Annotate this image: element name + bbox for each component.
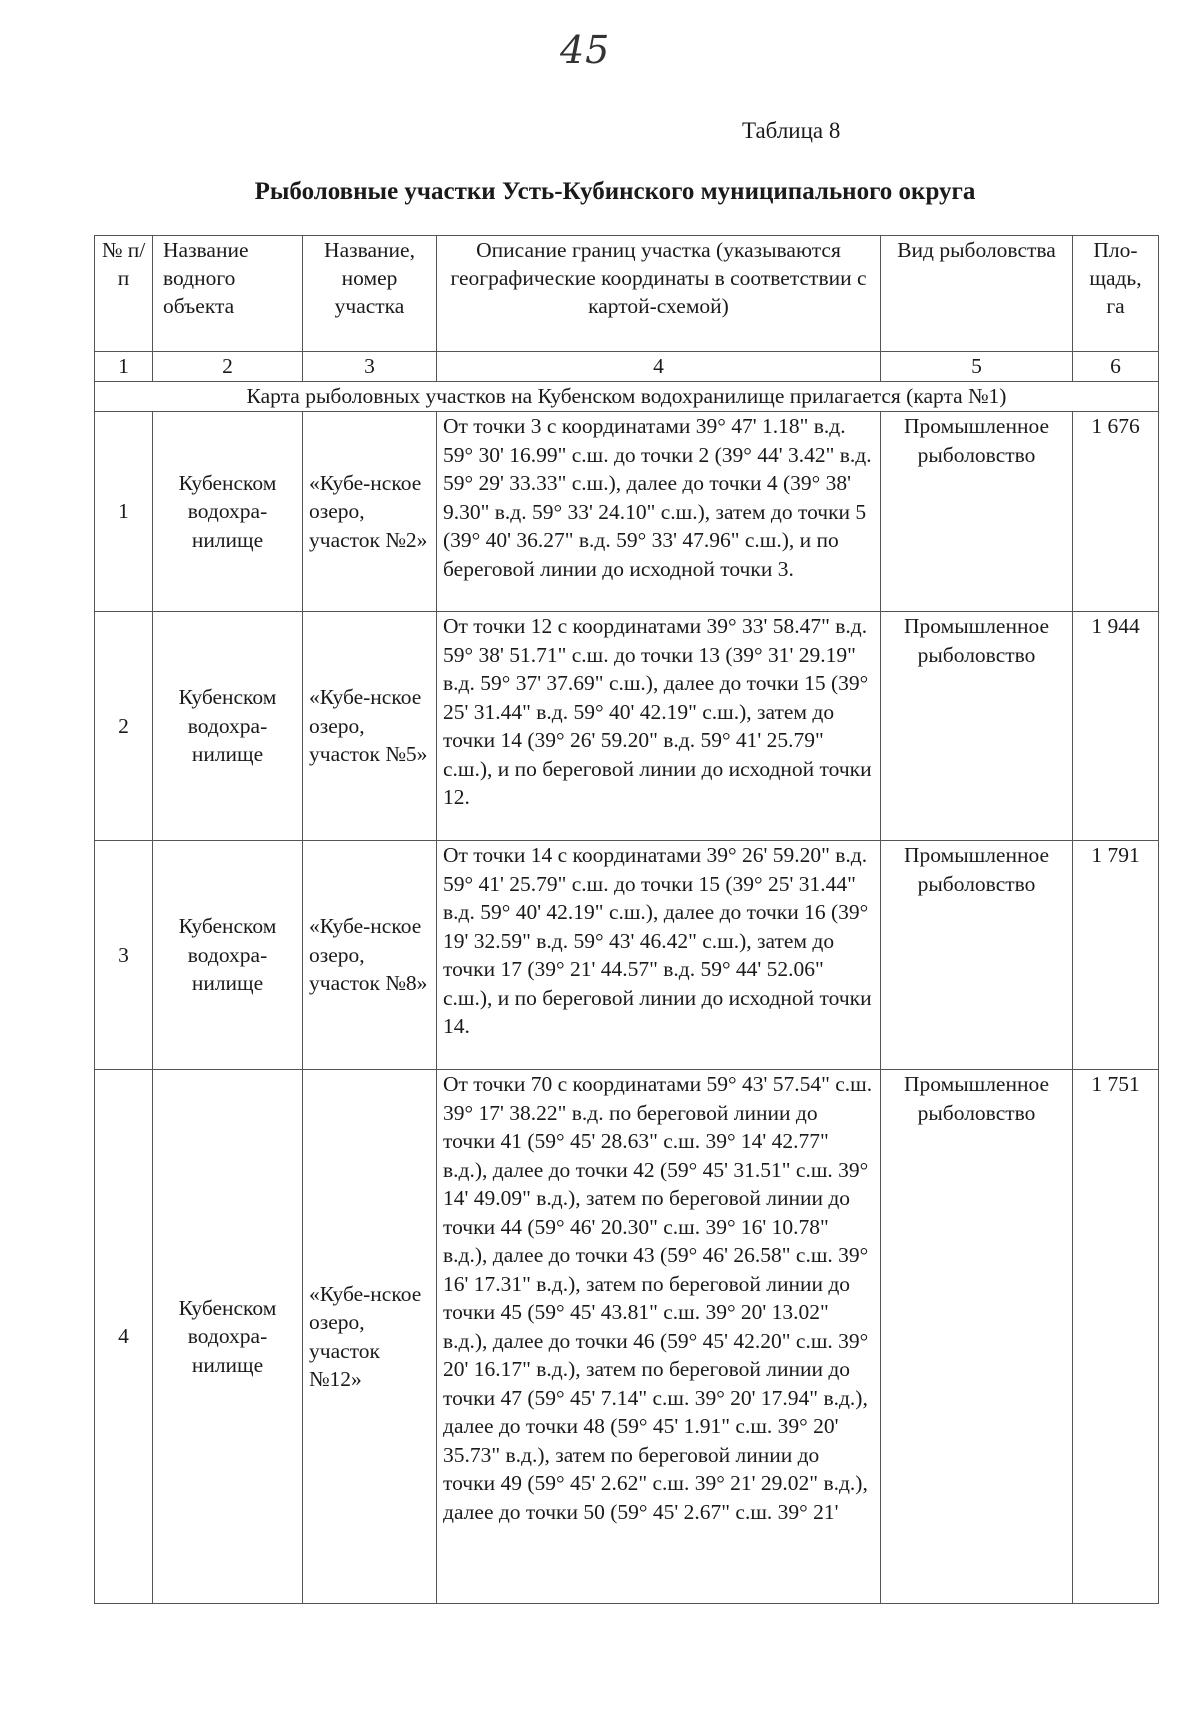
map-note-row	[95, 382, 1159, 412]
document-title: Рыболовные участки Усть-Кубинского муниципального округа	[254, 178, 976, 205]
site-name: «Кубе-нское озеро, участок №8»	[303, 841, 437, 1070]
site-name: «Кубе-нское озеро, участок №12»	[303, 1070, 437, 1604]
fishing-sites-table	[94, 235, 1159, 1604]
row-number: 1	[95, 412, 153, 612]
boundary-description: От точки 14 с координатами 39° 26' 59.20" в.д. 59° 41' 25.79" с.ш. до точки 15 (39° 25' 31.44" в.д. 59° 40' 42.19" с.ш.), далее до точки 16 (39° 19' 32.59" в.д. 59° 43' 46.42" с.ш.), затем до точки 17 (39° 21' 44.57" в.д. 59° 44' 52.06" с.ш.), и по береговой линии до исходной точки 14.	[437, 841, 881, 1070]
column-number: 5	[881, 352, 1073, 382]
table-row	[95, 612, 1159, 841]
column-number: 6	[1073, 352, 1159, 382]
water-object: Кубенском водохра-нилище	[153, 1070, 303, 1604]
row-number: 4	[95, 1070, 153, 1604]
column-number: 1	[95, 352, 153, 382]
page-number: 45	[560, 28, 611, 72]
table-row	[95, 412, 1159, 612]
boundary-description: От точки 3 с координатами 39° 47' 1.18" в.д. 59° 30' 16.99" с.ш. до точки 2 (39° 44' 3.42" в.д. 59° 29' 33.33" с.ш.), далее до точки 4 (39° 38' 9.30" в.д. 59° 33' 24.10" с.ш.), затем до точки 5 (39° 40' 36.27" в.д. 59° 33' 47.96" с.ш.), и по береговой линии до исходной точки 3.	[437, 412, 881, 612]
table-label: Таблица 8	[742, 118, 841, 143]
header-water-object: Название водного объекта	[153, 236, 303, 352]
fishing-type: Промышленное рыболовство	[881, 1070, 1073, 1604]
header-fishing-type: Вид рыболовства	[881, 236, 1073, 352]
site-name: «Кубе-нское озеро, участок №2»	[303, 412, 437, 612]
fishing-type: Промышленное рыболовство	[881, 412, 1073, 612]
fishing-type: Промышленное рыболовство	[881, 841, 1073, 1070]
row-number: 2	[95, 612, 153, 841]
area-value: 1 751	[1073, 1070, 1159, 1604]
row-number: 3	[95, 841, 153, 1070]
header-site-name: Название, номер участка	[303, 236, 437, 352]
site-name: «Кубе-нское озеро, участок №5»	[303, 612, 437, 841]
header-boundary-description: Описание границ участка (указываются географические координаты в соответствии с картой-схемой)	[437, 236, 881, 352]
area-value: 1 944	[1073, 612, 1159, 841]
table-row	[95, 841, 1159, 1070]
column-number: 4	[437, 352, 881, 382]
boundary-description: От точки 12 с координатами 39° 33' 58.47" в.д. 59° 38' 51.71" с.ш. до точки 13 (39° 31' 29.19" в.д. 59° 37' 37.69" с.ш.), далее до точки 15 (39° 25' 31.44" в.д. 59° 40' 42.19" с.ш.), затем до точки 14 (39° 26' 59.20" в.д. 59° 41' 25.79" с.ш.), и по береговой линии до исходной точки 12.	[437, 612, 881, 841]
boundary-description: От точки 70 с координатами 59° 43' 57.54" с.ш. 39° 17' 38.22" в.д. по береговой линии до точки 41 (59° 45' 28.63" с.ш. 39° 14' 42.77" в.д.), далее до точки 42 (59° 45' 31.51" с.ш. 39° 14' 49.09" в.д.), затем по береговой линии до точки 44 (59° 46' 20.30" с.ш. 39° 16' 10.78" в.д.), далее до точки 43 (59° 46' 26.58" с.ш. 39° 16' 17.31" в.д.), затем по береговой линии до точки 45 (59° 45' 43.81" с.ш. 39° 20' 13.02" в.д.), далее до точки 46 (59° 45' 42.20" с.ш. 39° 20' 16.17" в.д.), затем по береговой линии до точки 47 (59° 45' 7.14" с.ш. 39° 20' 17.94" в.д.), далее до точки 48 (59° 45' 1.91" с.ш. 39° 20' 35.73" в.д.), затем по береговой линии до точки 49 (59° 45' 2.62" с.ш. 39° 21' 29.02" в.д.), далее до точки 50 (59° 45' 2.67" с.ш. 39° 21'	[437, 1070, 881, 1604]
header-area: Пло-щадь, га	[1073, 236, 1159, 352]
column-number: 2	[153, 352, 303, 382]
fishing-type: Промышленное рыболовство	[881, 612, 1073, 841]
water-object: Кубенском водохра-нилище	[153, 612, 303, 841]
table-row	[95, 1070, 1159, 1604]
area-value: 1 791	[1073, 841, 1159, 1070]
column-number-row	[95, 352, 1159, 382]
water-object: Кубенском водохра-нилище	[153, 412, 303, 612]
header-num: № п/п	[95, 236, 153, 352]
area-value: 1 676	[1073, 412, 1159, 612]
water-object: Кубенском водохра-нилище	[153, 841, 303, 1070]
table-header-row	[95, 236, 1159, 352]
column-number: 3	[303, 352, 437, 382]
map-note: Карта рыболовных участков на Кубенском водохранилище прилагается (карта №1)	[95, 382, 1159, 412]
